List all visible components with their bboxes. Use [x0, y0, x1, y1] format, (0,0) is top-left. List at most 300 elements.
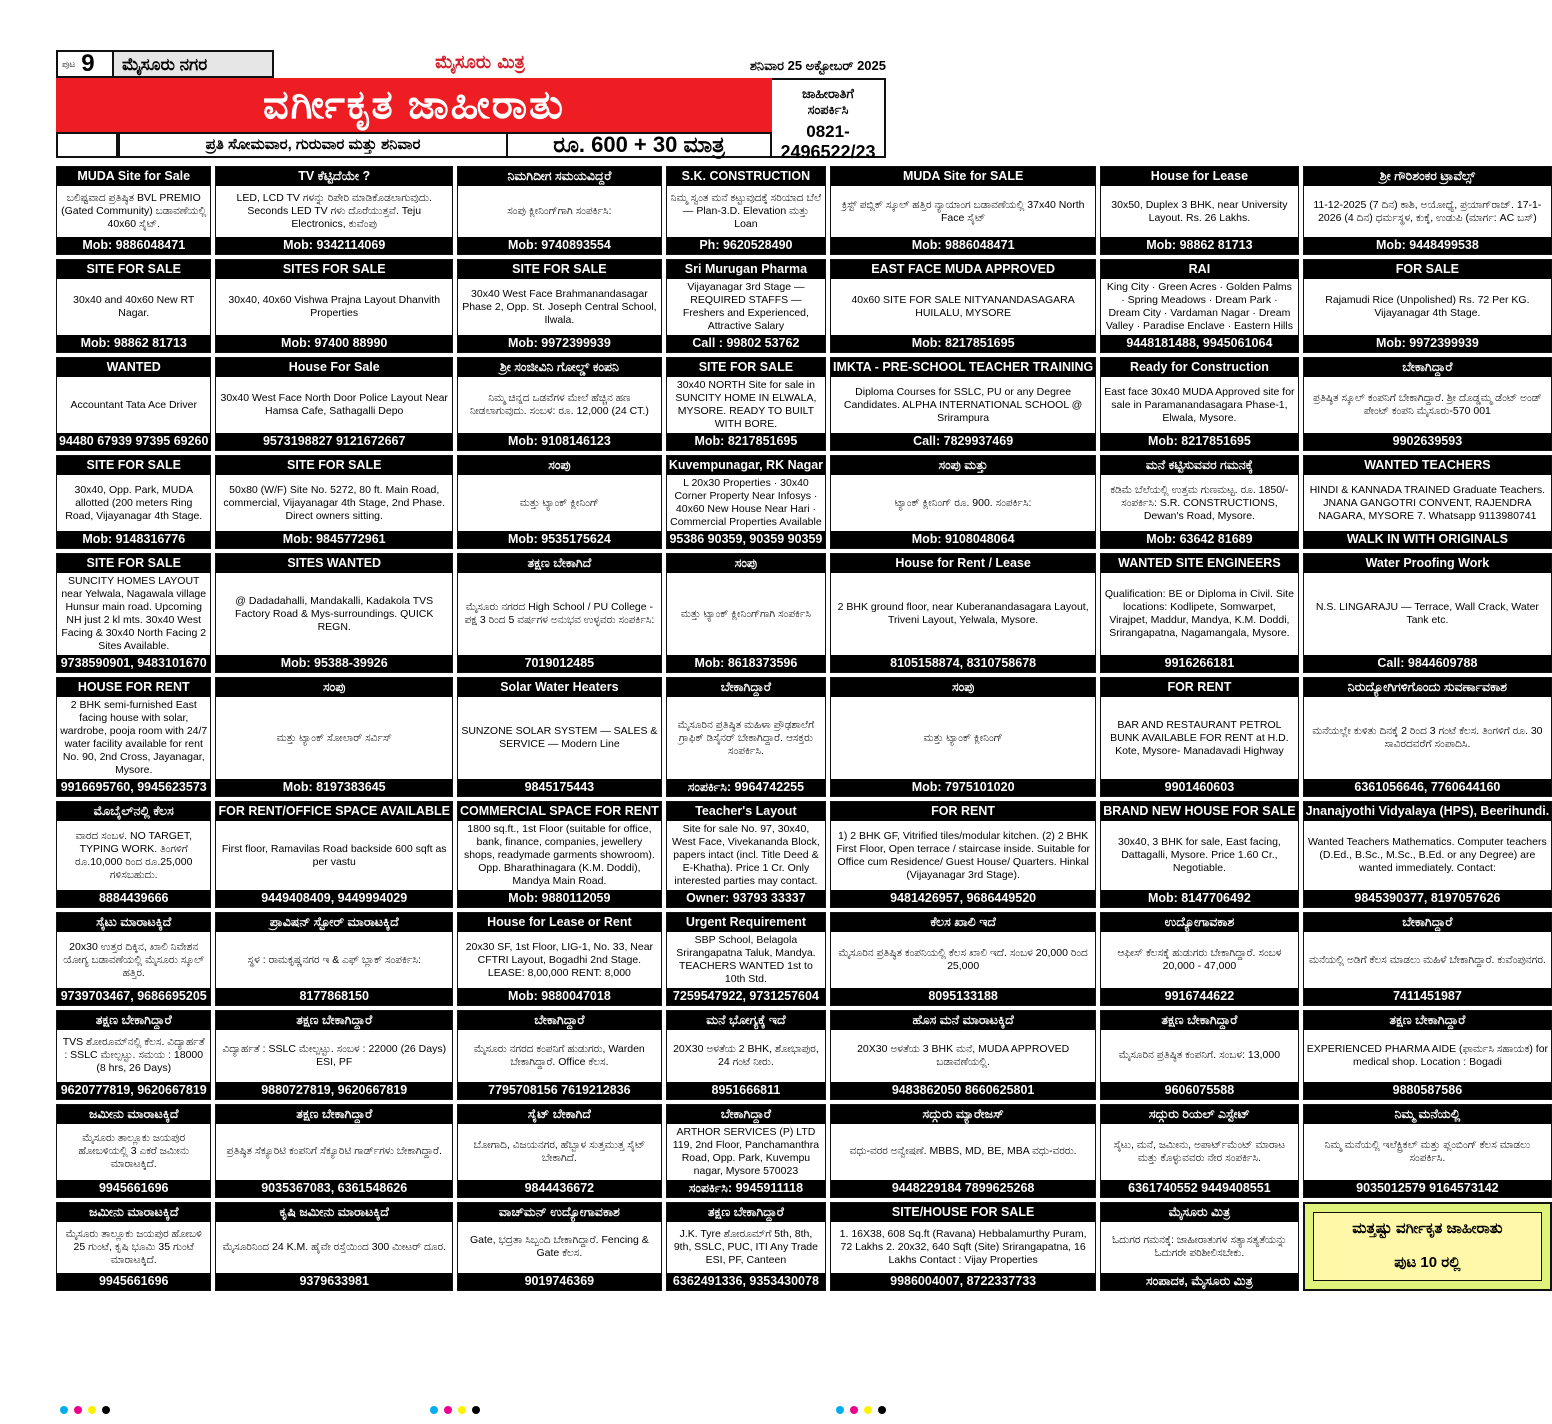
ad-contact: Mob: 9108048064 — [831, 531, 1095, 548]
classified-ad — [215, 1202, 452, 1291]
ad-contact: 8177868150 — [216, 988, 451, 1005]
classified-ad — [215, 801, 452, 908]
classified-ad — [666, 259, 826, 353]
classified-ad — [1303, 1202, 1552, 1291]
ad-contact: Mob: 9740893554 — [458, 237, 661, 254]
ad-contact: Mob: 9845772961 — [216, 531, 451, 548]
ad-contact: 7795708156 7619212836 — [458, 1082, 661, 1099]
ad-heading: ಪ್ರಾವಿಷನ್ ಸ್ಟೋರ್ ಮಾರಾಟಕ್ಕಿದೆ — [216, 913, 451, 932]
ad-heading: ಶ್ರೀ ಗೌರಿಶಂಕರ ಟ್ರಾವೆಲ್ಸ್ — [1304, 167, 1552, 186]
classified-ad — [457, 677, 662, 797]
classified-ad — [1100, 455, 1298, 549]
classified-ad — [56, 553, 211, 673]
ad-contact: 9449408409, 9449994029 — [216, 890, 451, 907]
ad-contact: 9620777819, 9620667819 — [57, 1082, 210, 1099]
ad-contact: 9448229184 7899625268 — [831, 1180, 1095, 1197]
magenta-dot — [74, 1406, 82, 1414]
ad-body: ಸೈಟು, ಮನೆ, ಜಮೀನು, ಅಪಾರ್ಟ್‌ಮೆಂಟ್ ಮಾರಾಟ ಮತ್ತು ಕೊಳ್ಳುವವರು ನೇರ ಸಂಪರ್ಕಿಸಿ. — [1113, 1138, 1286, 1164]
ad-contact: 9606075588 — [1101, 1082, 1297, 1099]
ad-heading: HOUSE FOR RENT — [57, 678, 210, 697]
ad-heading: ತಕ್ಷಣ ಬೇಕಾಗಿದ್ದಾರೆ — [667, 1203, 825, 1222]
ad-contact: Mob: 98862 81713 — [57, 335, 210, 352]
ad-heading: SITE/HOUSE FOR SALE — [831, 1203, 1095, 1222]
ad-heading: ಮೊಬೈಲ್‌ನಲ್ಲಿ ಕೆಲಸ — [57, 802, 210, 821]
classified-ad — [1303, 166, 1552, 255]
ad-body: SUNCITY HOMES LAYOUT near Yelwala, Nagawala village Hunsur main road. Upcoming NH just 2 kl mts. 30x40 West Facing & 30x40 North Facing 2 Sites Available. — [61, 575, 207, 653]
classified-ad — [1303, 1104, 1552, 1198]
classified-ad — [457, 1010, 662, 1099]
ad-heading: ಸಂಪು — [831, 678, 1095, 697]
ad-body: ಪ್ರತಿಷ್ಠಿತ ಸ್ಕೂಲ್ ಕಂಪನಿಗೆ ಬೇಕಾಗಿದ್ದಾರೆ. ಶ್ರೀ ದೊಡ್ಡಮ್ಮ ಡೆಂಟ್ ಅಂಡ್ ಪೇಂಟ್ ಕಂಪನಿ ಮೈಸೂರು-570 001 — [1313, 392, 1542, 418]
ad-heading: House for Lease or Rent — [458, 913, 661, 932]
ad-body: 30x40, Opp. Park, MUDA allotted (200 meters Ring Road, Vijayanagar 4th Stage. — [65, 483, 203, 522]
ad-body: 20X30 ಅಳತೆಯ 2 BHK, ಶೋಭಾಪುರ, 24 ಗಂಟೆ ನೀರು. — [673, 1042, 819, 1068]
classified-ad — [215, 677, 452, 797]
classified-ad — [457, 455, 662, 549]
ad-contact: 95386 90359, 90359 90359 — [667, 531, 825, 548]
classified-ad — [830, 1010, 1096, 1099]
ad-heading: ಮನೆ ಕಟ್ಟಿಸುವವರ ಗಮನಕ್ಕೆ — [1101, 456, 1297, 475]
ad-body: King City · Green Acres · Golden Palms · Spring Meadows · Dream Park · Dream City · Vardaman Nagar · Dream Valley · Paradise Enclave · Eastern Hills — [1105, 281, 1293, 333]
ad-body: 30x40, 3 BHK for sale, East facing, Dattagalli, Mysore. Price 1.60 Cr., Negotiable. — [1117, 836, 1281, 875]
ad-heading: WANTED SITE ENGINEERS — [1101, 554, 1297, 573]
ad-contact: ಸಂಪಾದಕ, ಮೈಸೂರು ಮಿತ್ರ — [1101, 1273, 1297, 1290]
ad-body: ಸಂಪು ಕ್ಲೀನಿಂಗ್‌ಗಾಗಿ ಸಂಪರ್ಕಿಸಿ: — [507, 205, 612, 218]
ad-contact: Mob: 8217851695 — [831, 335, 1095, 352]
ad-contact: 8095133188 — [831, 988, 1095, 1005]
ad-body: 2 BHK ground floor, near Kuberanandasagara Layout, Triveni Layout, Yelwala, Mysore. — [837, 601, 1089, 627]
ad-contact: Mob: 8217851695 — [1101, 433, 1297, 450]
page-label: ಪುಟ — [62, 58, 76, 69]
classified-ad — [666, 553, 826, 673]
ad-heading: FOR SALE — [1304, 260, 1552, 279]
ad-contact: 9844436672 — [458, 1180, 661, 1197]
more-ads-notice — [1313, 1212, 1543, 1281]
ad-contact: 9916266181 — [1101, 655, 1297, 672]
classified-ad — [215, 259, 452, 353]
ad-contact: 9945661696 — [57, 1273, 210, 1290]
contact-line-1: ಜಾಹೀರಾತಿಗೆ — [802, 86, 854, 101]
classified-ad — [666, 1202, 826, 1291]
ad-heading: House for Rent / Lease — [831, 554, 1095, 573]
classified-ad — [457, 1104, 662, 1198]
yellow-dot — [864, 1406, 872, 1414]
ad-heading: MUDA Site for Sale — [57, 167, 210, 186]
ad-heading: ಬೇಕಾಗಿದ್ದಾರೆ — [1304, 358, 1552, 377]
ad-heading: SITES WANTED — [216, 554, 451, 573]
ad-contact: 9481426957, 9686449520 — [831, 890, 1095, 907]
classified-ads-grid — [56, 166, 1550, 1384]
ad-contact: Mob: 9342114069 — [216, 237, 451, 254]
ad-heading: RAI — [1101, 260, 1297, 279]
classified-ad — [1303, 801, 1552, 908]
ad-body: ಮೈಸೂರಿನಿಂದ 24 K.M. ಹೈವೇ ರಸ್ತೆಯಿಂದ 300 ಮೀಟರ್ ದೂರ. — [222, 1240, 446, 1253]
ad-contact: Mob: 8618373596 — [667, 655, 825, 672]
ad-heading: IMKTA - PRE-SCHOOL TEACHER TRAINING — [831, 358, 1095, 377]
classified-ad — [1100, 553, 1298, 673]
ad-body: EXPERIENCED PHARMA AIDE (ಫಾರ್ಮಸಿ ಸಹಾಯಕ) for medical shop. Location : Bogadi — [1306, 1042, 1549, 1068]
ad-body: Diploma Courses for SSLC, PU or any Degree Candidates. ALPHA INTERNATIONAL SCHOOL @ Srirampura — [843, 385, 1083, 424]
ad-contact: 6361056646, 7760644160 — [1304, 779, 1552, 796]
ad-heading: BRAND NEW HOUSE FOR SALE — [1101, 802, 1297, 821]
section-city: ಮೈಸೂರು ನಗರ — [114, 50, 274, 78]
classified-ad — [1100, 912, 1298, 1006]
ad-body: ಕ್ರಿಸ್ಟ್ ಪಬ್ಲಿಕ್ ಸ್ಕೂಲ್ ಹತ್ತಿರ ನ್ಯಾಯಾಂಗ ಬಡಾವಣೆಯಲ್ಲಿ 37x40 North Face ಸೈಟ್ — [841, 198, 1085, 224]
classified-ad — [215, 357, 452, 451]
ad-body: 30x50, Duplex 3 BHK, near University Layout. Rs. 26 Lakhs. — [1111, 198, 1288, 224]
ad-heading: ಬೇಕಾಗಿದ್ದಾರೆ — [667, 678, 825, 697]
black-dot — [878, 1406, 886, 1414]
classified-ad — [1100, 259, 1298, 353]
classified-ad — [215, 1010, 452, 1099]
classified-ad — [457, 166, 662, 255]
ad-heading: MUDA Site for SALE — [831, 167, 1095, 186]
ad-heading: SITE FOR SALE — [458, 260, 661, 279]
ad-heading: Sri Murugan Pharma — [667, 260, 825, 279]
ad-body: ಮೈಸೂರಿನ ಪ್ರತಿಷ್ಠಿತ ಮಹಿಳಾ ಪ್ರೌಢಶಾಲೆಗೆ ಗ್ರಾಫಿಕ್ ಡಿಸೈನರ್ ಬೇಕಾಗಿದ್ದಾರೆ. ಆಸಕ್ತರು ಸಂಪರ್ಕಿಸಿ. — [677, 718, 815, 757]
ad-body: 20X30 ಅಳತೆಯ 3 BHK ಮನೆ, MUDA APPROVED ಬಡಾವಣೆಯಲ್ಲಿ. — [857, 1042, 1070, 1068]
ad-body: ವಿದ್ಯಾರ್ಹತೆ : SSLC ಮೇಲ್ಪಟ್ಟು. ಸಂಬಳ : 22000 (26 Days) ESI, PF — [222, 1042, 447, 1068]
ad-heading: Ready for Construction — [1101, 358, 1297, 377]
ad-body: ನಿಮ್ಮ ಚಿನ್ನದ ಒಡವೆಗಳ ಮೇಲೆ ಹೆಚ್ಚಿನ ಹಣ ನೀಡಲಾಗುವುದು. ಸಂಬಳ: ರೂ. 12,000 (24 CT.) — [469, 392, 649, 418]
ad-body: ಮನೆಯಲ್ಲಿ ಅಡಿಗೆ ಕೆಲಸ ಮಾಡಲು ಮಹಿಳೆ ಬೇಕಾಗಿದ್ದಾರೆ. ಕುವೆಂಪುನಗರ. — [1308, 953, 1546, 966]
ad-body: 30x40, 40x60 Vishwa Prajna Layout Dhanvith Properties — [228, 294, 441, 320]
yellow-dot — [458, 1406, 466, 1414]
classified-ad — [666, 677, 826, 797]
ad-heading: ತಕ್ಷಣ ಬೇಕಾಗಿದ್ದಾರೆ — [216, 1105, 451, 1124]
classified-ad — [830, 912, 1096, 1006]
classified-ad — [666, 166, 826, 255]
ad-contact: 6361740552 9449408551 — [1101, 1180, 1297, 1197]
ad-contact: 9945661696 — [57, 1180, 210, 1197]
ad-body: ನಿಮ್ಮ ಮನೆಯಲ್ಲಿ ಇಲೆಕ್ಟ್ರಿಕಲ್ ಮತ್ತು ಪ್ಲಂಬಿಂಗ್ ಕೆಲಸ ಮಾಡಲು ಸಂಪರ್ಕಿಸಿ. — [1324, 1138, 1531, 1164]
classified-ad — [215, 1104, 452, 1198]
ad-heading: ತಕ್ಷಣ ಬೇಕಾಗಿದ್ದಾರೆ — [216, 1011, 451, 1030]
ad-body: 20x30 SF, 1st Floor, LIG-1, No. 33, Near CFTRI Layout, Bogadhi 2nd Stage. LEASE: 8,00,000 RENT: 8,000 — [465, 940, 654, 979]
ad-contact: Mob: 63642 81689 — [1101, 531, 1297, 548]
classified-ad — [215, 912, 452, 1006]
ad-contact: 7259547922, 9731257604 — [667, 988, 825, 1005]
ad-contact: Call: 7829937469 — [831, 433, 1095, 450]
cyan-dot — [836, 1406, 844, 1414]
ad-body: First floor, Ramavilas Road backside 600 sqft as per vastu — [221, 842, 447, 868]
ad-body: 30x40 and 40x60 New RT Nagar. — [73, 294, 195, 320]
ad-body: Rajamudi Rice (Unpolished) Rs. 72 Per KG. Vijayanagar 4th Stage. — [1325, 294, 1530, 320]
ad-heading: ವಾಚ್‌ಮನ್ ಉದ್ಯೋಗಾವಕಾಶ — [458, 1203, 661, 1222]
classified-ad — [830, 1104, 1096, 1198]
ad-contact: Mob: 9448499538 — [1304, 237, 1552, 254]
ad-heading: ಸಂಪು — [216, 678, 451, 697]
classified-ad — [56, 1104, 211, 1198]
page-number: 9 — [81, 50, 95, 77]
ad-heading: Solar Water Heaters — [458, 678, 661, 697]
classified-ad — [1100, 1104, 1298, 1198]
ad-contact: 9019746369 — [458, 1273, 661, 1290]
classified-ad — [666, 455, 826, 549]
ad-heading: ಸೈಟು ಮಾರಾಟಕ್ಕಿದೆ — [57, 913, 210, 932]
classified-ad — [1100, 1202, 1298, 1291]
ad-body: ಮತ್ತು ಟ್ಯಾಂಕ್ ಕ್ಲೀನಿಂಗ್ — [519, 496, 599, 509]
classified-ad — [56, 801, 211, 908]
ad-body: Wanted Teachers Mathematics. Computer teachers (D.Ed., B.Sc., M.Sc., B.Ed. or any Degree) are wanted immediately. Contact: — [1308, 836, 1547, 875]
classified-ad — [666, 357, 826, 451]
ad-heading: ಸಂಪು — [458, 456, 661, 475]
contact-phone-2: 2496522/23 — [780, 142, 876, 162]
ad-contact: 8105158874, 8310758678 — [831, 655, 1095, 672]
ad-body: ಮೈಸೂರಿನ ಪ್ರತಿಷ್ಠಿತ ಕಂಪನಿಗೆ. ಸಂಬಳ: 13,000 — [1118, 1049, 1281, 1062]
ad-contact: 9448181488, 9945061064 — [1101, 335, 1297, 352]
ad-contact: Owner: 93793 33337 — [667, 890, 825, 907]
ad-body: 2 BHK semi-furnished East facing house with solar, wardrobe, pooja room with 24/7 water facility available for rent No. 90, 2nd Cross, Jayanagar, Mysore. — [60, 699, 208, 777]
ad-contact: 9035012579 9164573142 — [1304, 1180, 1552, 1197]
ad-body: ಕಡಿಮೆ ಬೆಲೆಯಲ್ಲಿ ಉತ್ತಮ ಗುಣಮಟ್ಟ. ರೂ. 1850/- ಸಂಪರ್ಕಿಸಿ: S.R. CONSTRUCTIONS, Dewan's Road, Mysore. — [1110, 483, 1289, 522]
ad-heading: Water Proofing Work — [1304, 554, 1552, 573]
ad-heading: ಸಂಪು ಮತ್ತು — [831, 456, 1095, 475]
ad-heading: ಬೇಕಾಗಿದ್ದಾರೆ — [667, 1105, 825, 1124]
publication-schedule: ಪ್ರತಿ ಸೋಮವಾರ, ಗುರುವಾರ ಮತ್ತು ಶನಿವಾರ — [118, 132, 508, 158]
ad-heading: ಸದ್ಗುರು ರಿಯಲ್ ಎಸ್ಟೇಟ್ — [1101, 1105, 1297, 1124]
ad-body: 1800 sq.ft., 1st Floor (suitable for office, bank, finance, companies, jewellery shops, readymade garments showroom). Opp. Bharathinagara (K.M. Doddi), Mandya Main Road. — [463, 823, 655, 888]
registration-dots-right — [836, 1406, 886, 1414]
ad-price: ರೂ. 600 + 30 ಮಾತ್ರ — [508, 132, 772, 158]
ad-heading: SITE FOR SALE — [57, 554, 210, 573]
ad-heading: FOR RENT — [1101, 678, 1297, 697]
ad-heading: COMMERCIAL SPACE FOR RENT — [458, 802, 661, 821]
ad-heading: SITES FOR SALE — [216, 260, 451, 279]
ad-body: ಪುಟ 10 ರಲ್ಲಿ — [1394, 1253, 1461, 1271]
magenta-dot — [850, 1406, 858, 1414]
ad-heading: ನಿಮಗಿದೀಗ ಸಮಯವಿದ್ದರೆ — [458, 167, 661, 186]
cyan-dot — [60, 1406, 68, 1414]
classified-ad — [457, 1202, 662, 1291]
ad-contact: Mob: 9972399939 — [458, 335, 661, 352]
classified-ad — [830, 357, 1096, 451]
ad-heading: FOR RENT — [831, 802, 1095, 821]
ad-heading: ಮತ್ತಷ್ಟು ವರ್ಗೀಕೃತ ಜಾಹೀರಾತು — [1352, 1220, 1503, 1238]
classified-ad — [666, 1010, 826, 1099]
page-number-tag — [56, 50, 114, 78]
black-dot — [102, 1406, 110, 1414]
contact-line-2: ಸಂಪರ್ಕಿಸಿ — [807, 102, 849, 117]
ad-contact: Mob: 97400 88990 — [216, 335, 451, 352]
ad-contact: 9379633981 — [216, 1273, 451, 1290]
ad-contact: 7411451987 — [1304, 988, 1552, 1005]
ad-contact: Mob: 9886048471 — [831, 237, 1095, 254]
classified-ad — [56, 259, 211, 353]
ad-contact: 9738590901, 9483101670 — [57, 655, 210, 672]
yellow-dot — [88, 1406, 96, 1414]
ad-body: 1. 16X38, 608 Sq.ft (Ravana) Hebbalamurthy Puram, 72 Lakhs 2. 20x32, 640 Sqft (Site) Srirangapatna, 16 Lakhs Contact : Vijay Properties — [839, 1227, 1087, 1266]
ad-body: ಟ್ಯಾಂಕ್ ಕ್ಲೀನಿಂಗ್ ರೂ. 900. ಸಂಪರ್ಕಿಸಿ: — [894, 496, 1032, 509]
ad-contact: 9916744622 — [1101, 988, 1297, 1005]
ad-contact: Mob: 8197383645 — [216, 779, 451, 796]
ad-contact: 9739703467, 9686695205 — [57, 988, 210, 1005]
ad-contact: 9901460603 — [1101, 779, 1297, 796]
ad-body: ಪ್ರತಿಷ್ಠಿತ ಸೆಕ್ಯೂರಿಟಿ ಕಂಪನಿಗೆ ಸೆಕ್ಯೂರಿಟಿ ಗಾರ್ಡ್‌ಗಳು ಬೇಕಾಗಿದ್ದಾರೆ. — [226, 1145, 442, 1157]
ad-body: ಮತ್ತು ಟ್ಯಾಂಕ್ ಕ್ಲೀನಿಂಗ್ — [923, 731, 1003, 744]
ad-body: @ Dadadahalli, Mandakalli, Kadakola TVS Factory Road & Mys-surroundings. QUICK REGN. — [235, 594, 434, 633]
ad-contact: Call: 9844609788 — [1304, 655, 1552, 672]
classified-ad — [830, 801, 1096, 908]
ad-heading: ತಕ್ಷಣ ಬೇಕಾಗಿದೆ — [458, 554, 661, 573]
ad-contact: 9845175443 — [458, 779, 661, 796]
classified-ad — [1303, 912, 1552, 1006]
ad-body: ಮನೆಯಲ್ಲೇ ಕುಳಿತು ದಿನಕ್ಕೆ 2 ರಿಂದ 3 ಗಂಟೆ ಕೆಲಸ. ತಿಂಗಳಿಗೆ ರೂ. 30 ಸಾವಿರದವರೆಗೆ ಸಂಪಾದಿಸಿ. — [1312, 725, 1543, 751]
ad-heading: ನಿಮ್ಮ ಮನೆಯಲ್ಲಿ — [1304, 1105, 1552, 1124]
ad-heading: S.K. CONSTRUCTION — [667, 167, 825, 186]
ad-body: 20x30 ಉತ್ತರ ದಿಕ್ಕಿನ, ಖಾಲಿ ನಿವೇಶನ ಯೋಗ್ಯ ಬಡಾವಣೆಯಲ್ಲಿ ಮೈಸೂರು ಸ್ಕೂಲ್ ಹತ್ತಿರ. — [63, 940, 205, 979]
subtitle-spacer — [56, 132, 118, 158]
classified-ad — [56, 912, 211, 1006]
ad-contact: Call : 99802 53762 — [667, 335, 825, 352]
ad-heading: Jnanajyothi Vidyalaya (HPS), Beerihundi. — [1304, 802, 1552, 821]
ad-heading: ಸಂಪು — [667, 554, 825, 573]
classified-ad — [830, 553, 1096, 673]
ad-contact: 6362491336, 9353430078 — [667, 1273, 825, 1290]
ad-heading: ತಕ್ಷಣ ಬೇಕಾಗಿದ್ದಾರೆ — [1101, 1011, 1297, 1030]
classified-ad — [1100, 677, 1298, 797]
ad-heading: ಸೈಟ್ ಬೇಕಾಗಿದೆ — [458, 1105, 661, 1124]
ad-contact: Mob: 9535175624 — [458, 531, 661, 548]
ad-heading: Urgent Requirement — [667, 913, 825, 932]
ad-contact: Ph: 9620528490 — [667, 237, 825, 254]
ad-body: LED, LCD TV ಗಳನ್ನು ರಿಪೇರಿ ಮಾಡಿಕೊಡಲಾಗುವುದು. Seconds LED TV ಗಳು ದೊರೆಯುತ್ತವೆ. Teju Electronics, ಕುವೆಂಪು — [236, 192, 432, 231]
ad-contact: 9035367083, 6361548626 — [216, 1180, 451, 1197]
classified-ad — [56, 455, 211, 549]
ad-body: Site for sale No. 97, 30x40, West Face, Vivekananda Block, papers intact (incl. Title Deed & E-Khatha). Price 1 Cr. Only interested parties may contact. — [671, 823, 820, 888]
ad-heading: SITE FOR SALE — [57, 260, 210, 279]
ad-body: ವಾರದ ಸಂಬಳ. NO TARGET, TYPING WORK. ತಿಂಗಳಿಗೆ ರೂ.10,000 ರಿಂದ ರೂ.25,000 ಗಳಿಸಬಹುದು. — [75, 829, 193, 881]
ad-contact: Mob: 9108146123 — [458, 433, 661, 450]
ad-heading: ಉದ್ಯೋಗಾವಕಾಶ — [1101, 913, 1297, 932]
ad-body: J.K. Tyre ಶೋರೂಮ್‌ಗೆ 5th, 8th, 9th, SSLC, PUC, ITI Any Trade ESI, PF, Canteen — [673, 1227, 818, 1266]
ad-heading: ಕೃಷಿ ಜಮೀನು ಮಾರಾಟಕ್ಕಿದೆ — [216, 1203, 451, 1222]
issue-date: ಶನಿವಾರ 25 ಅಕ್ಟೋಬರ್ 2025 — [749, 58, 886, 73]
ad-body: N.S. LINGARAJU — Terrace, Wall Crack, Water Tank etc. — [1315, 601, 1539, 627]
classified-ad — [1303, 677, 1552, 797]
ad-body: ಬಲಿಷ್ಟವಾದ ಪ್ರತಿಷ್ಠಿತ BVL PREMIO (Gated Community) ಬಡಾವಣೆಯಲ್ಲಿ 40x60 ಸೈಟ್. — [61, 192, 207, 231]
ad-heading: ಜಮೀನು ಮಾರಾಟಕ್ಕಿದೆ — [57, 1105, 210, 1124]
ad-body: East face 30x40 MUDA Approved site for sale in Paramanandasagara Phase-1, Elwala, Mysore. — [1104, 385, 1295, 424]
ad-body: 30x40 West Face Brahmanandasagar Phase 2, Opp. St. Joseph Central School, Ilwala. — [462, 287, 657, 326]
ad-contact: ಸಂಪರ್ಕಿಸಿ: 9945911118 — [667, 1180, 825, 1197]
ad-contact: 9986004007, 8722337733 — [831, 1273, 1095, 1290]
ad-body: ಮೈಸೂರಿನ ಪ್ರತಿಷ್ಠಿತ ಕಂಪನಿಯಲ್ಲಿ ಕೆಲಸ ಖಾಲಿ ಇದೆ. ಸಂಬಳ 20,000 ರಿಂದ 25,000 — [838, 947, 1088, 973]
ad-body: HINDI & KANNADA TRAINED Graduate Teachers. JNANA GANGOTRI CONVENT, RAJENDRA NAGARA, MYSORE 7. Whatsapp 9113980741 — [1309, 483, 1546, 522]
ad-contact: Mob: 9972399939 — [1304, 335, 1552, 352]
ad-body: ಬೋಗಾದಿ, ವಿಜಯನಗರ, ಹೆಬ್ಬಾಳ ಸುತ್ತಮುತ್ತ ಸೈಟ್ ಬೇಕಾಗಿದೆ. — [473, 1138, 646, 1164]
ad-contact: 9573198827 9121672667 — [216, 433, 451, 450]
classified-ad — [666, 801, 826, 908]
classified-ad — [56, 357, 211, 451]
newspaper-brand: ಮೈಸೂರು ಮಿತ್ರ — [435, 52, 525, 73]
ad-contact: Mob: 8217851695 — [667, 433, 825, 450]
ad-heading: EAST FACE MUDA APPROVED — [831, 260, 1095, 279]
classified-ad — [830, 455, 1096, 549]
ad-body: 30x40 NORTH Site for sale in SUNCITY HOME IN ELWALA, MYSORE. READY TO BUILT WITH BORE. — [675, 379, 817, 431]
ad-heading: ಬೇಕಾಗಿದ್ದಾರೆ — [458, 1011, 661, 1030]
registration-dots-left — [60, 1406, 110, 1414]
classified-ad — [1100, 166, 1298, 255]
classified-ad — [666, 912, 826, 1006]
ad-body: ಓದುಗರ ಗಮನಕ್ಕೆ: ಜಾಹೀರಾತುಗಳ ಸತ್ಯಾಸತ್ಯತೆಯನ್ನು ಓದುಗರೇ ಪರಿಶೀಲಿಸಬೇಕು. — [1112, 1234, 1287, 1260]
ad-heading: ಜಮೀನು ಮಾರಾಟಕ್ಕಿದೆ — [57, 1203, 210, 1222]
classified-ad — [1100, 1010, 1298, 1099]
classified-ad — [1303, 357, 1552, 451]
classified-ad — [830, 259, 1096, 353]
ad-body: ಮತ್ತು ಟ್ಯಾಂಕ್ ಸೋಲಾರ್ ಸರ್ವಿಸ್ — [276, 731, 392, 744]
ad-heading: ಮನೆ ಭೋಗ್ಯಕ್ಕೆ ಇದೆ — [667, 1011, 825, 1030]
page-title: ವರ್ಗೀಕೃತ ಜಾಹೀರಾತು — [56, 78, 772, 132]
ad-heading: House for Lease — [1101, 167, 1297, 186]
ad-contact: 8884439666 — [57, 890, 210, 907]
classified-ad — [56, 1202, 211, 1291]
cyan-dot — [430, 1406, 438, 1414]
ad-body: ನಿಮ್ಮ ಸ್ವಂತ ಮನೆ ಕಟ್ಟುವುದಕ್ಕೆ ಸರಿಯಾದ ಬೆಲೆ — Plan-3.D. Elevation ಮತ್ತು Loan — [670, 192, 822, 231]
ad-body: 40x60 SITE FOR SALE NITYANANDASAGARA HUILALU, MYSORE — [851, 294, 1075, 320]
ad-heading: Teacher's Layout — [667, 802, 825, 821]
ad-body: Vijayanagar 3rd Stage — REQUIRED STAFFS — Freshers and Experienced, Attractive Salary — [682, 281, 809, 333]
classified-ad — [56, 166, 211, 255]
classified-ad — [457, 357, 662, 451]
ad-contact: 9845390377, 8197057626 — [1304, 890, 1552, 907]
ad-heading: ನಿರುದ್ಯೋಗಿಗಳಿಗೊಂದು ಸುವರ್ಣಾವಕಾಶ — [1304, 678, 1552, 697]
classified-ad — [1303, 553, 1552, 673]
ad-body: SBP School, Belagola Srirangapatna Taluk, Mandya. TEACHERS WANTED 1st to 10th Std. — [676, 934, 816, 986]
ad-heading: ಹೊಸ ಮನೆ ಮಾರಾಟಕ್ಕಿದೆ — [831, 1011, 1095, 1030]
ad-heading: SITE FOR SALE — [667, 358, 825, 377]
ad-contact: Mob: 9880047018 — [458, 988, 661, 1005]
ad-body: ಮತ್ತು ಟ್ಯಾಂಕ್ ಕ್ಲೀನಿಂಗ್‌ಗಾಗಿ ಸಂಪರ್ಕಿಸಿ — [680, 607, 811, 620]
ad-heading: ಕೆಲಸ ಖಾಲಿ ಇದೆ — [831, 913, 1095, 932]
ad-body: ARTHOR SERVICES (P) LTD 119, 2nd Floor, Panchamanthra Road, Opp. Park, Kuvempu nagar, Mysore 570023 — [672, 1125, 820, 1177]
ad-contact-box — [772, 78, 886, 162]
ad-heading: SITE FOR SALE — [216, 456, 451, 475]
ad-body: Qualification: BE or Diploma in Civil. Site locations: Kodlipete, Somwarpet, Virajpet, Maddur, Mandya, K.M. Doddi, Srirangapatna, Nagamangala, Mysore. — [1104, 588, 1294, 640]
contact-phone-1: 0821- — [806, 122, 850, 141]
ad-heading: House For Sale — [216, 358, 451, 377]
ad-body: 50x80 (W/F) Site No. 5272, 80 ft. Main Road, commercial, Vijayanagar 4th Stage, 2nd Phase. Direct owners sitting. — [223, 483, 446, 522]
classified-ad — [215, 166, 452, 255]
ad-body: ಆಫೀಸ್ ಕೆಲಸಕ್ಕೆ ಹುಡುಗರು ಬೇಕಾಗಿದ್ದಾರೆ. ಸಂಬಳ 20,000 - 47,000 — [1117, 947, 1282, 973]
ad-body: ವಧು-ವರರ ಅನ್ವೇಷಣೆ. MBBS, MD, BE, MBA ವಧು-ವರರು. — [849, 1145, 1077, 1157]
classified-ad — [1303, 1010, 1552, 1099]
black-dot — [472, 1406, 480, 1414]
ad-body: ಮೈಸೂರು ತಾಲ್ಲೂಕು ಜಯಪುರ ಹೋಬಳಿಯಲ್ಲಿ 3 ಎಕರೆ ಜಮೀನು ಮಾರಾಟಕ್ಕಿದೆ. — [78, 1132, 190, 1170]
ad-contact: ಸಂಪರ್ಕಿಸಿ: 9964742255 — [667, 779, 825, 796]
classified-ad — [215, 455, 452, 549]
ad-heading: WANTED — [57, 358, 210, 377]
classified-ad — [1303, 455, 1552, 549]
ad-contact: Mob: 9880112059 — [458, 890, 661, 907]
classified-ad — [56, 1010, 211, 1099]
classified-ad — [56, 677, 211, 797]
ad-contact: Mob: 95388-39926 — [216, 655, 451, 672]
ad-heading: Kuvempunagar, RK Nagar — [667, 456, 825, 475]
classified-ad — [830, 677, 1096, 797]
ad-body: Gate, ಭದ್ರತಾ ಸಿಬ್ಬಂದಿ ಬೇಕಾಗಿದ್ದಾರೆ. Fencing & Gate ಕೆಲಸ. — [470, 1234, 649, 1260]
ad-contact: Mob: 98862 81713 — [1101, 237, 1297, 254]
ad-heading: FOR RENT/OFFICE SPACE AVAILABLE — [216, 802, 451, 821]
ad-heading: WANTED TEACHERS — [1304, 456, 1552, 475]
ad-body: TVS ಶೋರೂಮ್‌ನಲ್ಲಿ ಕೆಲಸ. ವಿದ್ಯಾರ್ಹತೆ : SSLC ಮೇಲ್ಪಟ್ಟು. ಸಮಯ : 18000 (8 hrs, 26 Days) — [62, 1036, 205, 1075]
ad-heading: ಬೇಕಾಗಿದ್ದಾರೆ — [1304, 913, 1552, 932]
ad-contact: 9483862050 8660625801 — [831, 1082, 1095, 1099]
classified-ad — [830, 166, 1096, 255]
classified-ad — [457, 259, 662, 353]
ad-contact: 94480 67939 97395 69260 — [59, 434, 209, 449]
ad-contact: WALK IN WITH ORIGINALS — [1304, 531, 1552, 548]
